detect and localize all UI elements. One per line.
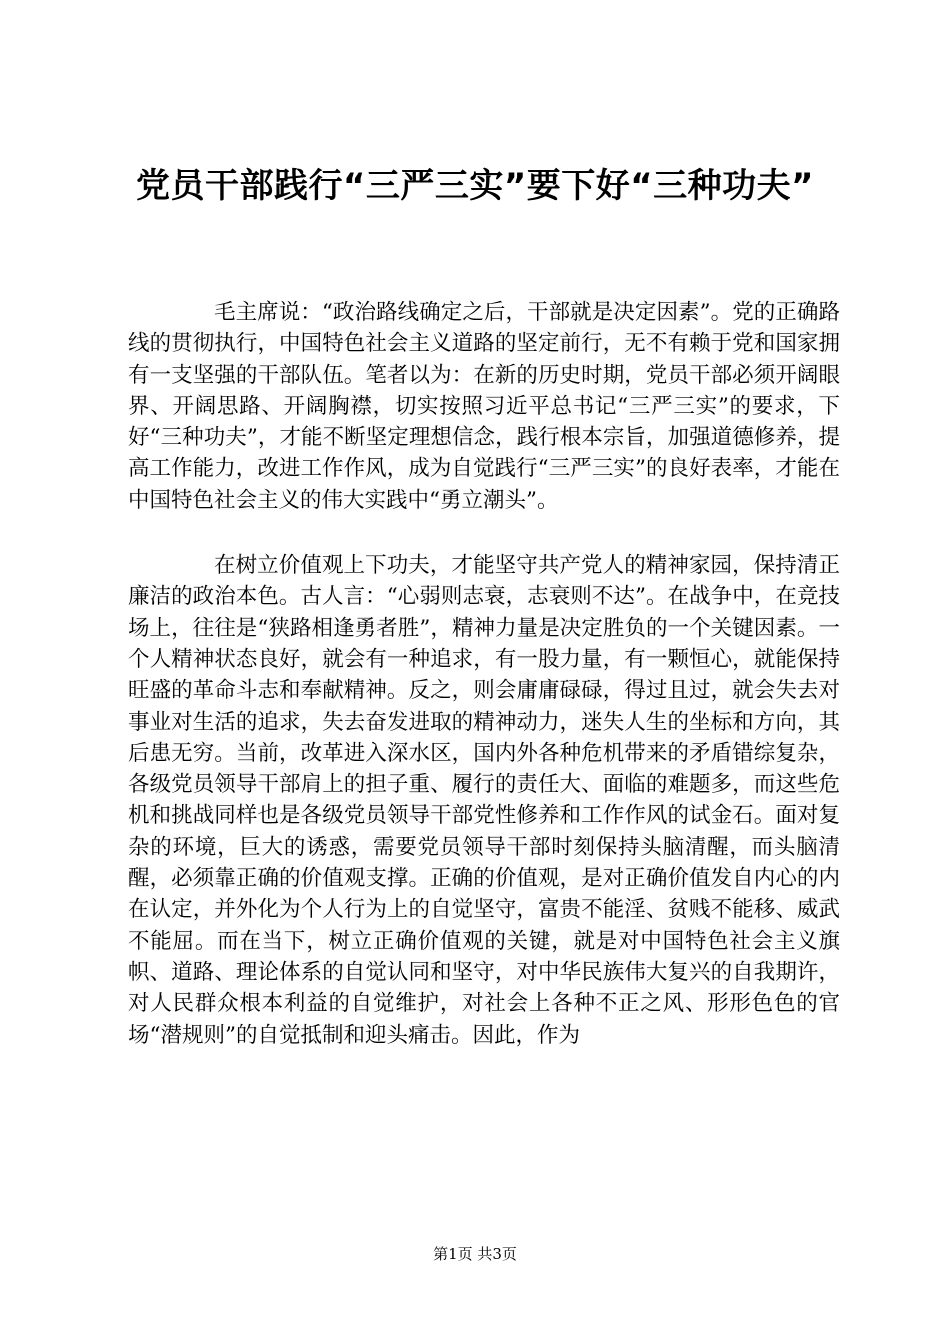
document-title: 党员干部践行“三严三实”要下好“三种功夫” xyxy=(136,166,814,206)
document-body xyxy=(128,297,840,1051)
paragraph-1: 毛主席说：“政治路线确定之后，干部就是决定因素”。党的正确路线的贯彻执行，中国特色社会主义道路的坚定前行，无不有赖于党和国家拥有一支坚强的干部队伍。笔者以为：在新的历史时期，党员干部必须开阔眼界、开阔思路、开阔胸襟，切实按照习近平总书记“三严三实”的要求，下好“三种功夫”，才能不断坚定理想信念，践行根本宗旨，加强道德修养，提高工作能力，改进工作作风，成为自觉践行“三严三实”的良好表率，才能在中国特色社会主义的伟大实践中“勇立潮头”。 xyxy=(128,300,840,513)
page-number-footer: 第1页 共3页 xyxy=(433,1245,517,1263)
paragraph-2: 在树立价值观上下功夫，才能坚守共产党人的精神家园，保持清正廉洁的政治本色。古人言：“心弱则志衰，志衰则不达”。在战争中，在竞技场上，往往是“狭路相逢勇者胜”，精神力量是决定胜负的一个关键因素。一个人精神状态良好，就会有一种追求，有一股力量，有一颗恒心，就能保持旺盛的革命斗志和奉献精神。反之，则会庸庸碌碌，得过且过，就会失去对事业对生活的追求，失去奋发进取的精神动力，迷失人生的坐标和方向，其后患无穷。当前，改革进入深水区，国内外各种危机带来的矛盾错综复杂，各级党员领导干部肩上的担子重、履行的责任大、面临的难题多，而这些危机和挑战同样也是各级党员领导干部党性修养和工作作风的试金石。面对复杂的环境，巨大的诱惑，需要党员领导干部时刻保持头脑清醒，而头脑清醒，必须靠正确的价值观支撑。正确的价值观，是对正确价值发自内心的内在认定，并外化为个人行为上的自觉坚守，富贵不能淫、贫贱不能移、威武不能屈。而在当下，树立正确价值观的关键，就是对中国特色社会主义旗帜、道路、理论体系的自觉认同和坚守，对中华民族伟大复兴的自我期许，对人民群众根本利益的自觉维护，对社会上各种不正之风、形形色色的官场“潜规则”的自觉抵制和迎头痛击。因此，作为 xyxy=(128,553,840,1048)
